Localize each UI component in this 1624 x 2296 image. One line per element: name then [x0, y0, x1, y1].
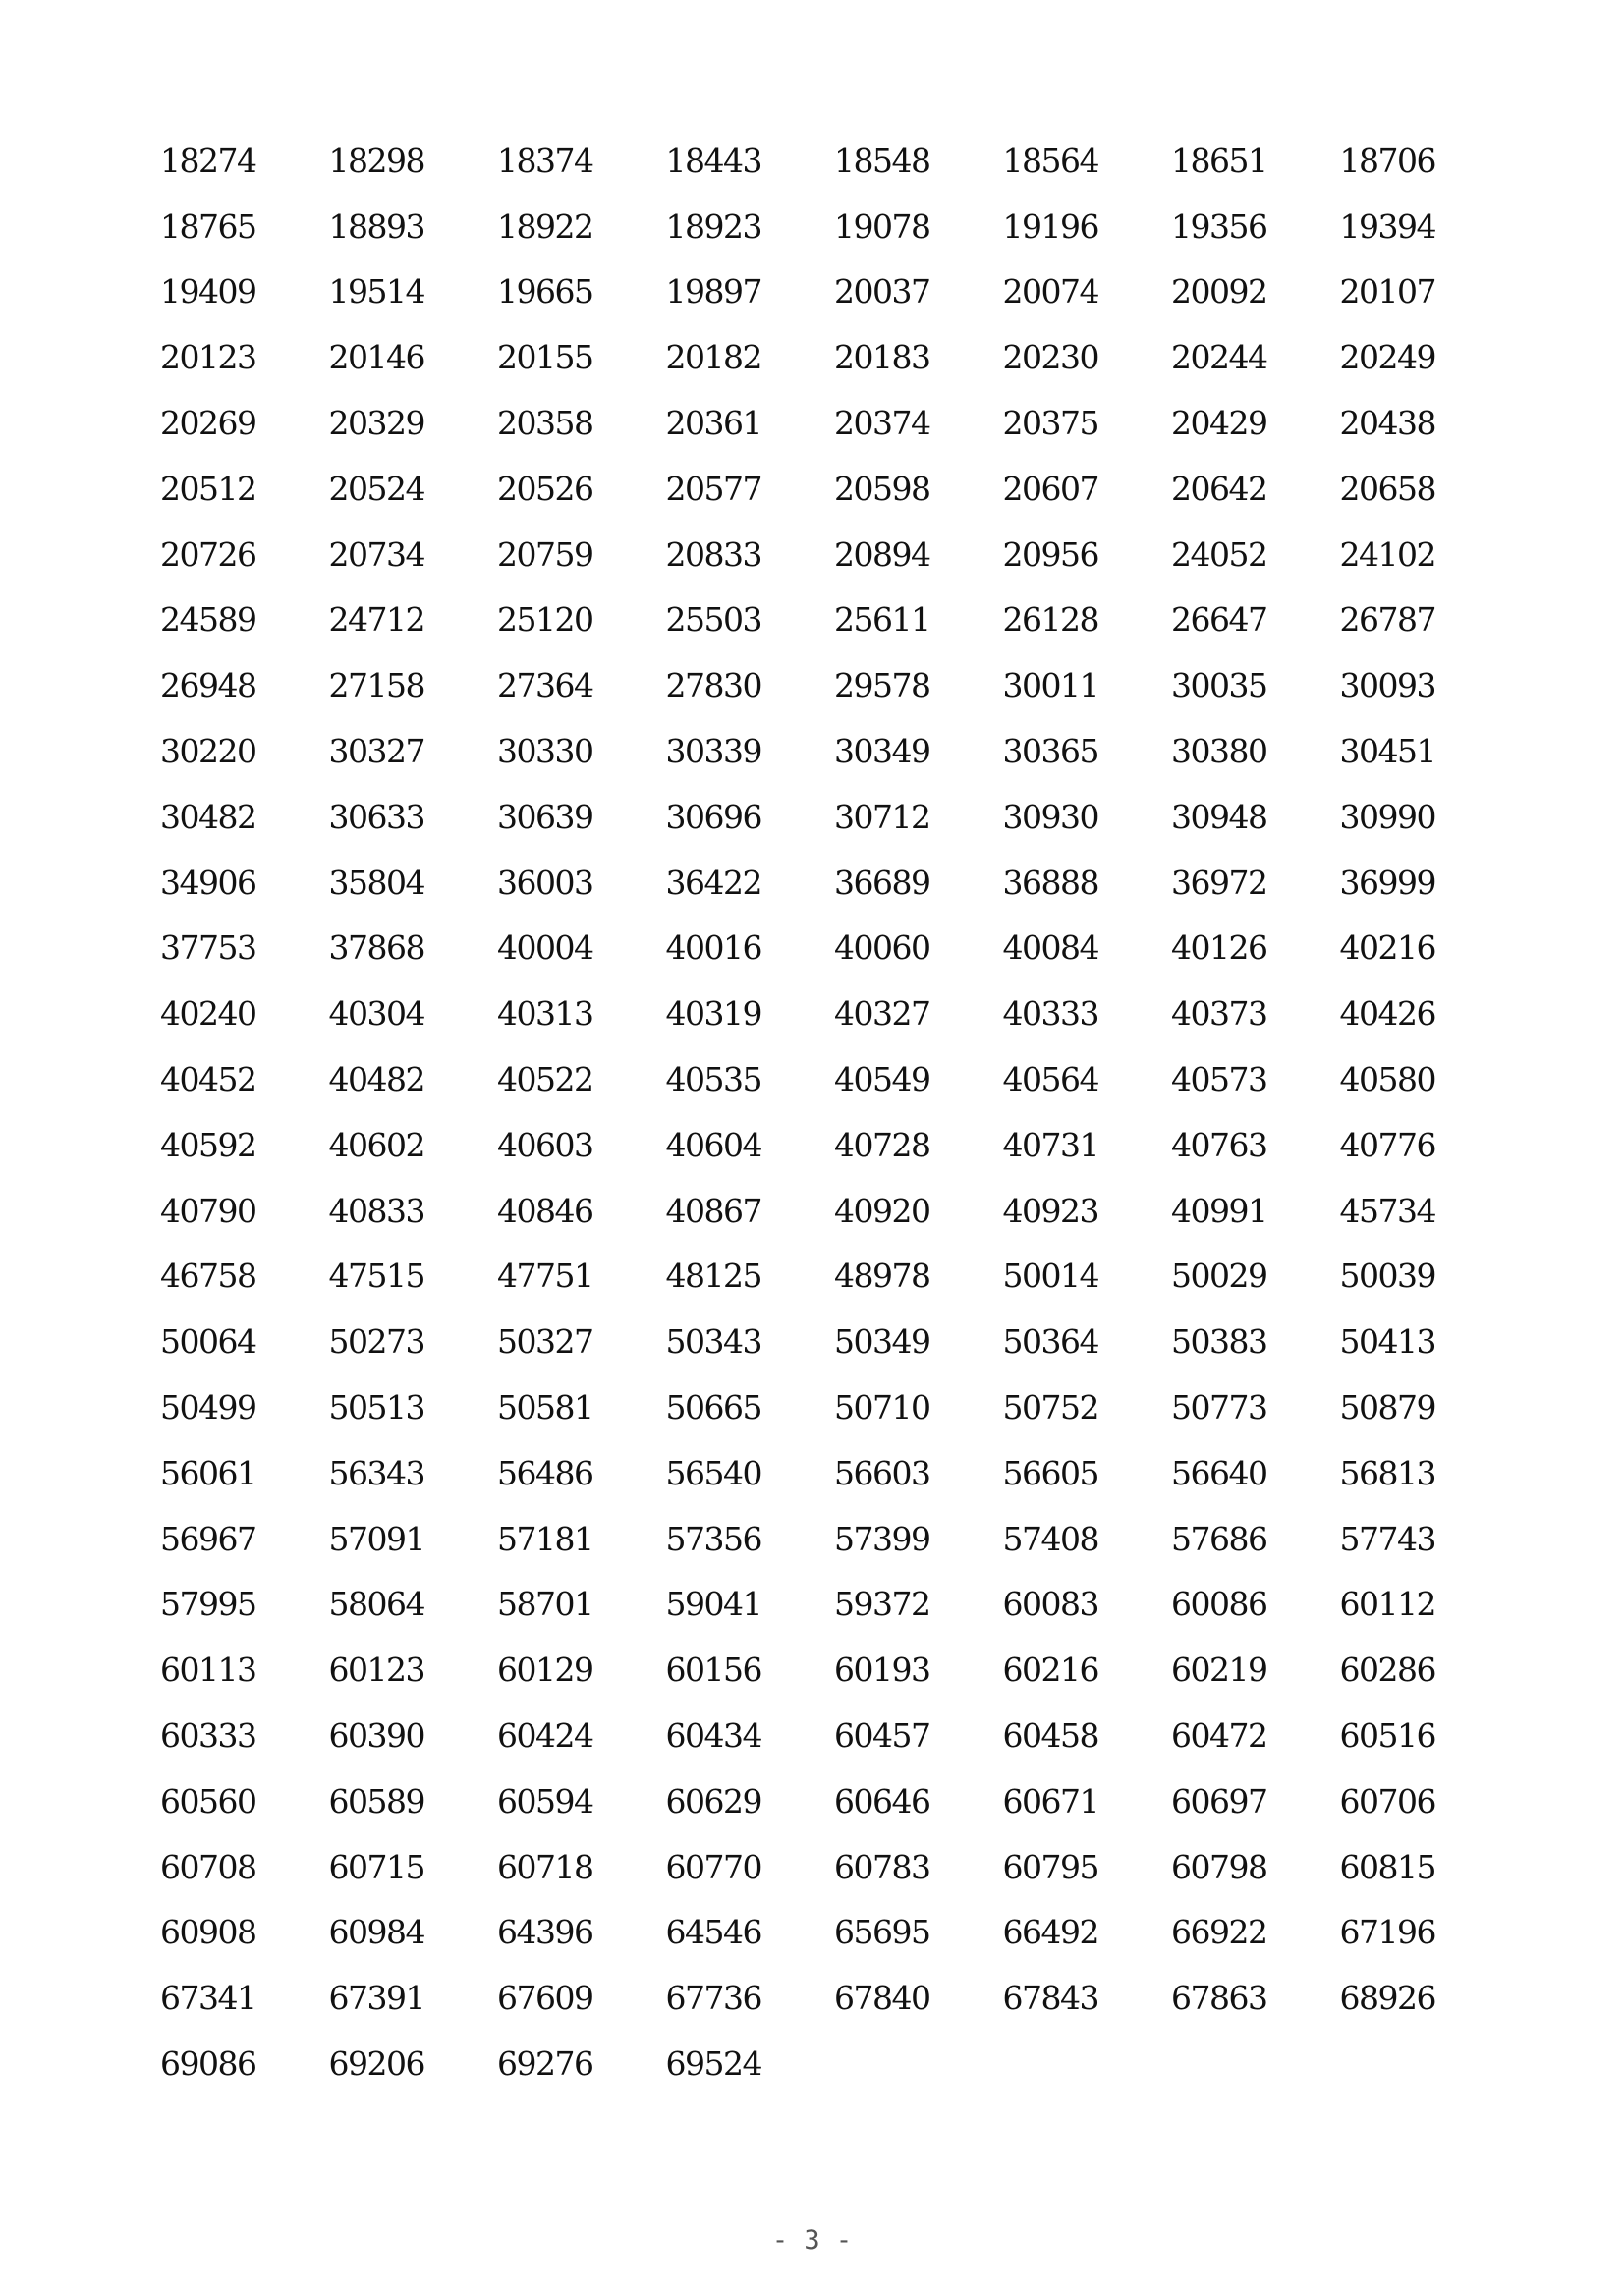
- number-cell: 27364: [497, 666, 593, 705]
- number-row: [160, 1244, 1526, 1310]
- number-cell: 18706: [1339, 140, 1435, 180]
- number-cell: 57091: [328, 1519, 424, 1558]
- number-cell: 20074: [1002, 272, 1098, 311]
- number-cell: 20726: [160, 534, 256, 574]
- number-cell: 40522: [497, 1060, 593, 1099]
- number-row: [160, 128, 1526, 194]
- number-cell: 56640: [1171, 1453, 1267, 1492]
- number-cell: 60646: [834, 1781, 930, 1820]
- number-cell: 60908: [160, 1913, 256, 1952]
- number-cell: 57743: [1339, 1519, 1435, 1558]
- number-cell: 50581: [497, 1388, 593, 1428]
- number-cell: 26128: [1002, 600, 1098, 640]
- number-cell: 60219: [1171, 1651, 1267, 1690]
- number-cell: 20526: [497, 469, 593, 508]
- number-row: [160, 1046, 1526, 1112]
- number-cell: 18923: [665, 206, 761, 246]
- number-cell: 60457: [834, 1716, 930, 1756]
- number-cell: 36972: [1171, 863, 1267, 902]
- number-cell: 40920: [834, 1191, 930, 1230]
- number-cell: 40776: [1339, 1125, 1435, 1164]
- number-cell: 20374: [834, 404, 930, 443]
- number-cell: 58064: [328, 1585, 424, 1624]
- number-cell: 57181: [497, 1519, 593, 1558]
- number-cell: 64396: [497, 1913, 593, 1952]
- number-cell: 50413: [1339, 1322, 1435, 1362]
- number-cell: 30948: [1171, 797, 1267, 836]
- number-cell: 56486: [497, 1453, 593, 1492]
- number-cell: 60458: [1002, 1716, 1098, 1756]
- number-cell: 50014: [1002, 1257, 1098, 1296]
- number-cell: 18548: [834, 140, 930, 180]
- number-cell: 57995: [160, 1585, 256, 1624]
- number-cell: 60697: [1171, 1781, 1267, 1820]
- number-cell: 50513: [328, 1388, 424, 1428]
- number-cell: 67736: [665, 1979, 761, 2018]
- number-row: [160, 1834, 1526, 1900]
- number-cell: 46758: [160, 1257, 256, 1296]
- number-cell: 18765: [160, 206, 256, 246]
- number-row: [160, 718, 1526, 784]
- number-row: [160, 1900, 1526, 1966]
- number-cell: 65695: [834, 1913, 930, 1952]
- number-cell: 40216: [1339, 928, 1435, 968]
- number-cell: 20230: [1002, 338, 1098, 377]
- number-cell: 60770: [665, 1847, 761, 1886]
- number-cell: 18443: [665, 140, 761, 180]
- number-cell: 66922: [1171, 1913, 1267, 1952]
- number-cell: 18922: [497, 206, 593, 246]
- number-cell: 57399: [834, 1519, 930, 1558]
- number-cell: 30696: [665, 797, 761, 836]
- number-cell: 57408: [1002, 1519, 1098, 1558]
- number-cell: 60798: [1171, 1847, 1267, 1886]
- number-cell: 20244: [1171, 338, 1267, 377]
- number-cell: 24589: [160, 600, 256, 640]
- number-cell: 30339: [665, 732, 761, 771]
- number-cell: 19897: [665, 272, 761, 311]
- number-cell: 40452: [160, 1060, 256, 1099]
- number-cell: 60112: [1339, 1585, 1435, 1624]
- number-cell: 60286: [1339, 1651, 1435, 1690]
- number-cell: 26787: [1339, 600, 1435, 640]
- number-cell: 67863: [1171, 1979, 1267, 2018]
- number-cell: 40084: [1002, 928, 1098, 968]
- number-cell: 36689: [834, 863, 930, 902]
- number-cell: 69086: [160, 2044, 256, 2083]
- number-row: [160, 2031, 1526, 2097]
- number-cell: 40592: [160, 1125, 256, 1164]
- number-cell: 60815: [1339, 1847, 1435, 1886]
- number-cell: 60216: [1002, 1651, 1098, 1690]
- number-cell: 40867: [665, 1191, 761, 1230]
- number-cell: 20269: [160, 404, 256, 443]
- number-cell: 67391: [328, 1979, 424, 2018]
- number-cell: 20759: [497, 534, 593, 574]
- number-cell: 25120: [497, 600, 593, 640]
- number-cell: 50273: [328, 1322, 424, 1362]
- number-cell: 30349: [834, 732, 930, 771]
- number-cell: 56343: [328, 1453, 424, 1492]
- number-cell: 29578: [834, 666, 930, 705]
- number-cell: 20956: [1002, 534, 1098, 574]
- number-cell: 20249: [1339, 338, 1435, 377]
- number-cell: 56813: [1339, 1453, 1435, 1492]
- number-row: [160, 1965, 1526, 2031]
- number-cell: 67840: [834, 1979, 930, 2018]
- number-cell: 40846: [497, 1191, 593, 1230]
- number-cell: 20894: [834, 534, 930, 574]
- number-cell: 40731: [1002, 1125, 1098, 1164]
- number-row: [160, 390, 1526, 456]
- number-cell: 20512: [160, 469, 256, 508]
- number-cell: 27158: [328, 666, 424, 705]
- number-cell: 30365: [1002, 732, 1098, 771]
- number-cell: 50879: [1339, 1388, 1435, 1428]
- number-cell: 57356: [665, 1519, 761, 1558]
- number-cell: 40763: [1171, 1125, 1267, 1164]
- number-cell: 20183: [834, 338, 930, 377]
- number-cell: 69276: [497, 2044, 593, 2083]
- number-cell: 19196: [1002, 206, 1098, 246]
- number-cell: 30451: [1339, 732, 1435, 771]
- number-cell: 50710: [834, 1388, 930, 1428]
- number-cell: 40327: [834, 994, 930, 1034]
- number-cell: 36422: [665, 863, 761, 902]
- number-row: [160, 1374, 1526, 1440]
- number-cell: 40304: [328, 994, 424, 1034]
- number-cell: 40603: [497, 1125, 593, 1164]
- number-cell: 20375: [1002, 404, 1098, 443]
- number-row: [160, 1703, 1526, 1768]
- number-cell: 20155: [497, 338, 593, 377]
- number-cell: 67196: [1339, 1913, 1435, 1952]
- number-cell: 60516: [1339, 1716, 1435, 1756]
- number-cell: 40728: [834, 1125, 930, 1164]
- number-cell: 56540: [665, 1453, 761, 1492]
- number-cell: 60156: [665, 1651, 761, 1690]
- number-cell: 48125: [665, 1257, 761, 1296]
- number-cell: 60706: [1339, 1781, 1435, 1820]
- number-row: [160, 1440, 1526, 1506]
- number-cell: 40313: [497, 994, 593, 1034]
- number-row: [160, 522, 1526, 588]
- number-cell: 56605: [1002, 1453, 1098, 1492]
- number-cell: 60671: [1002, 1781, 1098, 1820]
- number-cell: 26647: [1171, 600, 1267, 640]
- number-cell: 20107: [1339, 272, 1435, 311]
- number-cell: 30380: [1171, 732, 1267, 771]
- number-cell: 47515: [328, 1257, 424, 1296]
- number-cell: 20358: [497, 404, 593, 443]
- number-cell: 67341: [160, 1979, 256, 2018]
- number-cell: 20607: [1002, 469, 1098, 508]
- number-row: [160, 1112, 1526, 1178]
- number-cell: 30011: [1002, 666, 1098, 705]
- number-cell: 40240: [160, 994, 256, 1034]
- number-cell: 18374: [497, 140, 593, 180]
- number-cell: 50343: [665, 1322, 761, 1362]
- number-cell: 58701: [497, 1585, 593, 1624]
- number-cell: 25503: [665, 600, 761, 640]
- number-cell: 40564: [1002, 1060, 1098, 1099]
- number-cell: 60123: [328, 1651, 424, 1690]
- number-cell: 24052: [1171, 534, 1267, 574]
- number-cell: 30633: [328, 797, 424, 836]
- number-cell: 20438: [1339, 404, 1435, 443]
- number-cell: 59041: [665, 1585, 761, 1624]
- number-cell: 60594: [497, 1781, 593, 1820]
- number-cell: 19665: [497, 272, 593, 311]
- number-cell: 30035: [1171, 666, 1267, 705]
- number-row: [160, 1572, 1526, 1638]
- number-cell: 18274: [160, 140, 256, 180]
- number-cell: 47751: [497, 1257, 593, 1296]
- number-cell: 30220: [160, 732, 256, 771]
- number-cell: 20182: [665, 338, 761, 377]
- number-cell: 20524: [328, 469, 424, 508]
- number-cell: 50039: [1339, 1257, 1435, 1296]
- number-cell: 19514: [328, 272, 424, 311]
- number-cell: 64546: [665, 1913, 761, 1952]
- number-cell: 19078: [834, 206, 930, 246]
- number-cell: 20598: [834, 469, 930, 508]
- number-row: [160, 456, 1526, 522]
- number-row: [160, 784, 1526, 850]
- number-cell: 24712: [328, 600, 424, 640]
- number-cell: 35804: [328, 863, 424, 902]
- number-row: [160, 850, 1526, 916]
- number-row: [160, 1768, 1526, 1834]
- number-cell: 40833: [328, 1191, 424, 1230]
- number-cell: 60472: [1171, 1716, 1267, 1756]
- number-cell: 36999: [1339, 863, 1435, 902]
- number-cell: 67609: [497, 1979, 593, 2018]
- number-cell: 18298: [328, 140, 424, 180]
- number-cell: 20123: [160, 338, 256, 377]
- number-cell: 60390: [328, 1716, 424, 1756]
- number-cell: 18893: [328, 206, 424, 246]
- number-row: [160, 588, 1526, 653]
- number-cell: 30327: [328, 732, 424, 771]
- number-cell: 60795: [1002, 1847, 1098, 1886]
- number-cell: 60783: [834, 1847, 930, 1886]
- number-row: [160, 324, 1526, 390]
- number-cell: 66492: [1002, 1913, 1098, 1952]
- number-cell: 40482: [328, 1060, 424, 1099]
- number-cell: 20329: [328, 404, 424, 443]
- number-cell: 60193: [834, 1651, 930, 1690]
- number-cell: 20092: [1171, 272, 1267, 311]
- number-cell: 67843: [1002, 1979, 1098, 2018]
- number-cell: 40535: [665, 1060, 761, 1099]
- number-cell: 60589: [328, 1781, 424, 1820]
- number-cell: 20361: [665, 404, 761, 443]
- number-cell: 60424: [497, 1716, 593, 1756]
- number-cell: 50499: [160, 1388, 256, 1428]
- number-cell: 60333: [160, 1716, 256, 1756]
- number-cell: 34906: [160, 863, 256, 902]
- number-cell: 56603: [834, 1453, 930, 1492]
- number-cell: 18564: [1002, 140, 1098, 180]
- page-number: - 3 -: [771, 2225, 853, 2256]
- number-cell: 18651: [1171, 140, 1267, 180]
- number-cell: 40602: [328, 1125, 424, 1164]
- number-cell: 50773: [1171, 1388, 1267, 1428]
- number-cell: 60560: [160, 1781, 256, 1820]
- number-cell: 40373: [1171, 994, 1267, 1034]
- number-cell: 27830: [665, 666, 761, 705]
- number-cell: 19356: [1171, 206, 1267, 246]
- number-cell: 20642: [1171, 469, 1267, 508]
- number-cell: 60083: [1002, 1585, 1098, 1624]
- number-cell: 40333: [1002, 994, 1098, 1034]
- number-row: [160, 652, 1526, 718]
- number-cell: 19409: [160, 272, 256, 311]
- number-cell: 25611: [834, 600, 930, 640]
- number-cell: 60129: [497, 1651, 593, 1690]
- number-row: [160, 1178, 1526, 1244]
- number-cell: 37753: [160, 928, 256, 968]
- number-cell: 30639: [497, 797, 593, 836]
- number-cell: 30330: [497, 732, 593, 771]
- number-row: [160, 1309, 1526, 1374]
- number-cell: 50665: [665, 1388, 761, 1428]
- number-cell: 40549: [834, 1060, 930, 1099]
- number-cell: 69206: [328, 2044, 424, 2083]
- number-row: [160, 259, 1526, 325]
- number-cell: 60708: [160, 1847, 256, 1886]
- number-cell: 50327: [497, 1322, 593, 1362]
- number-cell: 40790: [160, 1191, 256, 1230]
- number-cell: 37868: [328, 928, 424, 968]
- number-cell: 60715: [328, 1847, 424, 1886]
- number-cell: 50349: [834, 1322, 930, 1362]
- number-cell: 36888: [1002, 863, 1098, 902]
- number-cell: 59372: [834, 1585, 930, 1624]
- number-cell: 19394: [1339, 206, 1435, 246]
- number-cell: 68926: [1339, 1979, 1435, 2018]
- number-cell: 20577: [665, 469, 761, 508]
- number-cell: 48978: [834, 1257, 930, 1296]
- number-row: [160, 916, 1526, 981]
- number-cell: 30712: [834, 797, 930, 836]
- number-cell: 36003: [497, 863, 593, 902]
- number-cell: 40319: [665, 994, 761, 1034]
- number-cell: 20037: [834, 272, 930, 311]
- number-cell: 40573: [1171, 1060, 1267, 1099]
- number-row: [160, 1506, 1526, 1572]
- number-cell: 30482: [160, 797, 256, 836]
- number-cell: 26948: [160, 666, 256, 705]
- number-cell: 40016: [665, 928, 761, 968]
- number-cell: 30990: [1339, 797, 1435, 836]
- number-cell: 20146: [328, 338, 424, 377]
- number-row: [160, 980, 1526, 1046]
- number-cell: 30930: [1002, 797, 1098, 836]
- number-cell: 60434: [665, 1716, 761, 1756]
- number-cell: 20833: [665, 534, 761, 574]
- number-cell: 69524: [665, 2044, 761, 2083]
- number-cell: 45734: [1339, 1191, 1435, 1230]
- number-cell: 50364: [1002, 1322, 1098, 1362]
- number-cell: 60984: [328, 1913, 424, 1952]
- number-grid: [160, 128, 1526, 2097]
- number-cell: 20658: [1339, 469, 1435, 508]
- number-cell: 40923: [1002, 1191, 1098, 1230]
- number-cell: 40126: [1171, 928, 1267, 968]
- number-cell: 60113: [160, 1651, 256, 1690]
- number-row: [160, 194, 1526, 259]
- number-cell: 56967: [160, 1519, 256, 1558]
- number-cell: 24102: [1339, 534, 1435, 574]
- number-cell: 50029: [1171, 1257, 1267, 1296]
- number-cell: 56061: [160, 1453, 256, 1492]
- number-cell: 40060: [834, 928, 930, 968]
- number-cell: 40426: [1339, 994, 1435, 1034]
- number-cell: 60718: [497, 1847, 593, 1886]
- number-cell: 60086: [1171, 1585, 1267, 1624]
- number-cell: 40991: [1171, 1191, 1267, 1230]
- number-cell: 40580: [1339, 1060, 1435, 1099]
- number-cell: 20429: [1171, 404, 1267, 443]
- number-cell: 50383: [1171, 1322, 1267, 1362]
- number-cell: 50752: [1002, 1388, 1098, 1428]
- number-cell: 40604: [665, 1125, 761, 1164]
- number-cell: 40004: [497, 928, 593, 968]
- number-cell: 50064: [160, 1322, 256, 1362]
- number-row: [160, 1637, 1526, 1703]
- number-cell: 60629: [665, 1781, 761, 1820]
- number-cell: 57686: [1171, 1519, 1267, 1558]
- number-cell: 20734: [328, 534, 424, 574]
- number-cell: 30093: [1339, 666, 1435, 705]
